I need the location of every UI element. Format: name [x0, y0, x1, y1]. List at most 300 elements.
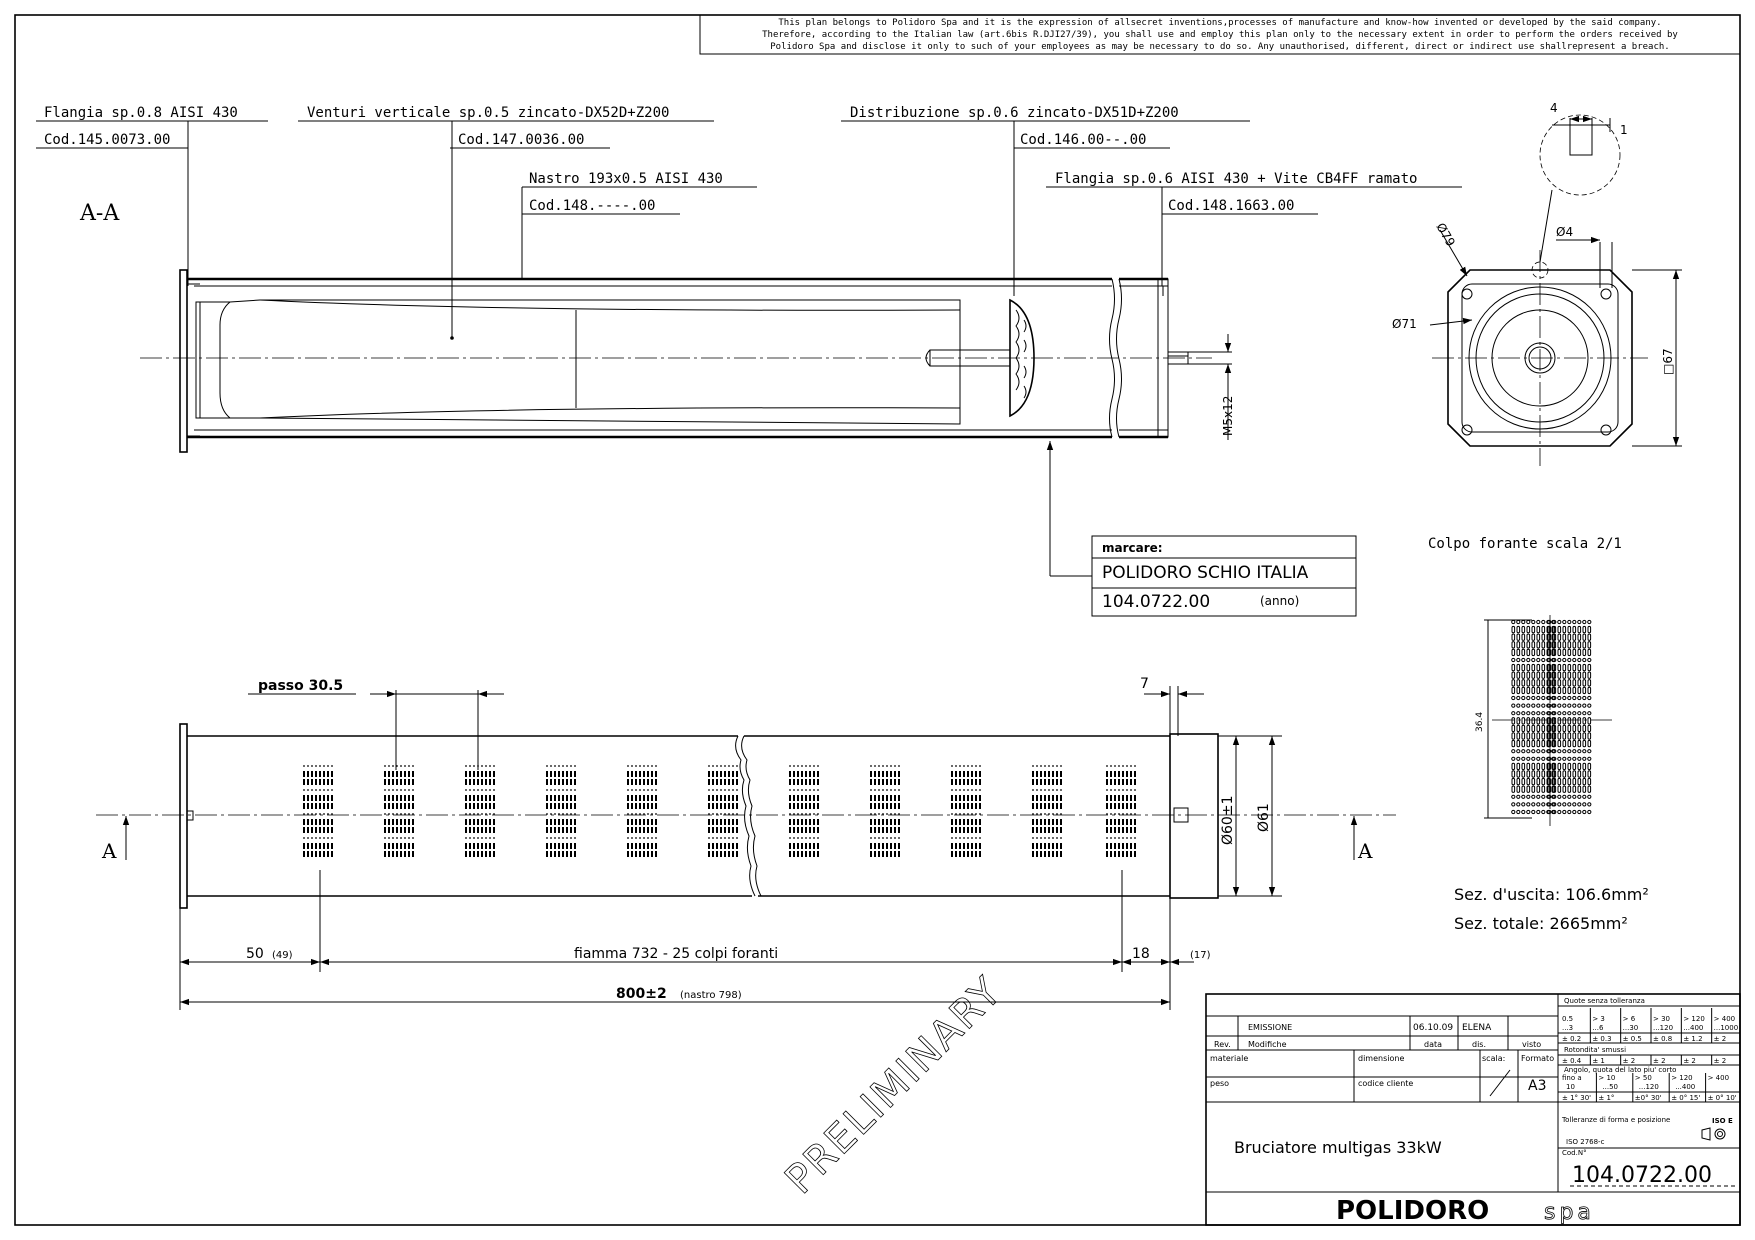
- tol-quote-range-bottom: ...6: [1592, 1024, 1604, 1032]
- perforation-slot: [1578, 718, 1581, 724]
- tb-description: Bruciatore multigas 33kW: [1234, 1138, 1442, 1157]
- tol-angolo-value: ± 1°: [1598, 1094, 1615, 1102]
- tol-quote-range-bottom: ...1000: [1713, 1024, 1739, 1032]
- perforation-hole: [1512, 704, 1515, 707]
- perforation-slot: [1517, 771, 1520, 777]
- perforation-slot: [1542, 718, 1545, 724]
- callout-distribuzione: Distribuzione sp.0.6 zincato-DX51D+Z200: [850, 105, 1179, 121]
- tol-angolo-range-top: > 50: [1634, 1074, 1652, 1082]
- perforation-hole: [1512, 810, 1515, 813]
- perforation-slot: [1522, 687, 1525, 693]
- perforation-slot: [1537, 763, 1540, 769]
- tol-rotondita-value: ± 1: [1592, 1057, 1605, 1065]
- perforation-slot: [1512, 718, 1515, 724]
- perforation-slot: [1522, 771, 1525, 777]
- perforation-hole: [1588, 757, 1591, 760]
- perforation-slot: [1578, 672, 1581, 678]
- perforation-slot: [1512, 740, 1515, 746]
- perforation-slot: [1563, 786, 1566, 792]
- tol-angolo-range-top: > 400: [1707, 1074, 1730, 1082]
- tolerance-table: [1558, 997, 1740, 1148]
- perforation-slot: [1527, 718, 1530, 724]
- perforation-hole: [1568, 810, 1571, 813]
- slot-group: [384, 765, 414, 857]
- callout-nastro-code: Cod.148.----.00: [529, 198, 656, 214]
- perforation-slot: [1522, 626, 1525, 632]
- dim-dia-4: Ø4: [1556, 225, 1574, 239]
- perforation-hole: [1542, 704, 1545, 707]
- perforation-slot: [1522, 778, 1525, 784]
- perforation-slot: [1542, 687, 1545, 693]
- perforation-slot: [1583, 680, 1586, 686]
- perforation-hole: [1588, 810, 1591, 813]
- perforation-hole: [1553, 658, 1556, 661]
- perforation-slot: [1532, 733, 1535, 739]
- perforation-hole: [1578, 696, 1581, 699]
- tol-quote-range-top: > 120: [1683, 1015, 1705, 1023]
- perforation-slot: [1568, 778, 1571, 784]
- tol-quote-value: ± 0.8: [1653, 1035, 1673, 1043]
- perforation-hole: [1558, 795, 1561, 798]
- perforation-slot: [1517, 763, 1520, 769]
- perforation-hole: [1532, 750, 1535, 753]
- dim-flamma: fiamma 732 - 25 colpi foranti: [574, 946, 779, 962]
- tol-quote-range-bottom: ...120: [1653, 1024, 1674, 1032]
- perforation-slot: [1542, 626, 1545, 632]
- tol-angolo-range-top: > 10: [1598, 1074, 1616, 1082]
- perforation-slot: [1537, 740, 1540, 746]
- perforation-slot: [1573, 733, 1576, 739]
- perforation-hole: [1532, 620, 1535, 623]
- perforation-slot: [1573, 664, 1576, 670]
- perforation-slot: [1512, 687, 1515, 693]
- perforation-hole: [1568, 803, 1571, 806]
- callout-venturi: Venturi verticale sp.0.5 zincato-DX52D+Z200: [307, 105, 670, 121]
- perforation-hole: [1522, 795, 1525, 798]
- perforation-hole: [1568, 757, 1571, 760]
- perforation-slot: [1522, 642, 1525, 648]
- perforation-hole: [1527, 803, 1530, 806]
- marking-heading: marcare:: [1102, 541, 1163, 555]
- perforation-slot: [1573, 718, 1576, 724]
- tol-angolo-range-bottom: 10: [1566, 1083, 1575, 1091]
- perforation-slot: [1588, 771, 1591, 777]
- perforation-hole: [1548, 620, 1551, 623]
- perforation-slot: [1537, 634, 1540, 640]
- perforation-slot: [1537, 725, 1540, 731]
- perforation-slot: [1568, 680, 1571, 686]
- perforation-hole: [1578, 810, 1581, 813]
- perforation-hole: [1578, 712, 1581, 715]
- perforation-slot: [1527, 626, 1530, 632]
- tol-angolo-title: Angolo, quota del lato piu' corto: [1564, 1066, 1677, 1074]
- perforation-slot: [1537, 664, 1540, 670]
- perforation-hole: [1532, 658, 1535, 661]
- perforation-slot: [1588, 718, 1591, 724]
- perforation-hole: [1542, 803, 1545, 806]
- perforation-hole: [1537, 704, 1540, 707]
- perforation-slot: [1573, 771, 1576, 777]
- perforation-hole: [1578, 658, 1581, 661]
- perforation-slot: [1517, 778, 1520, 784]
- perforation-slot: [1527, 687, 1530, 693]
- perforation-slot: [1583, 740, 1586, 746]
- perforation-slot: [1512, 786, 1515, 792]
- perforation-hole: [1517, 803, 1520, 806]
- perforation-slot: [1573, 626, 1576, 632]
- perforation-slot: [1527, 778, 1530, 784]
- perforation-slot: [1527, 642, 1530, 648]
- perforation-slot: [1578, 763, 1581, 769]
- perforation-hole: [1517, 658, 1520, 661]
- tb-cod-label: Cod.N°: [1562, 1149, 1587, 1157]
- perforation-slot: [1537, 672, 1540, 678]
- perforation-slot: [1542, 763, 1545, 769]
- perforation-hole: [1517, 750, 1520, 753]
- tol-forma-title: Tolleranze di forma e posizione: [1562, 1116, 1671, 1124]
- perforation-slot: [1537, 626, 1540, 632]
- dim-dia-60: Ø60±1: [1220, 795, 1236, 845]
- perforation-slot: [1583, 718, 1586, 724]
- perforation-slot: [1588, 687, 1591, 693]
- dim-7: 7: [1140, 676, 1149, 692]
- perforation-slot: [1532, 664, 1535, 670]
- perforation-slot: [1568, 740, 1571, 746]
- perforation-slot: [1563, 778, 1566, 784]
- tol-quote-range-top: > 30: [1653, 1015, 1670, 1023]
- perforation-hole: [1583, 620, 1586, 623]
- perforation-slot: [1517, 786, 1520, 792]
- perforation-hole: [1532, 696, 1535, 699]
- tb-materiale: materiale: [1210, 1054, 1249, 1063]
- tb-company: POLIDORO: [1336, 1196, 1490, 1226]
- perforation-slot: [1527, 763, 1530, 769]
- perforation-slot: [1588, 626, 1591, 632]
- perforation-slot: [1573, 672, 1576, 678]
- perforation-hole: [1558, 803, 1561, 806]
- perforation-slot: [1583, 626, 1586, 632]
- perforation-hole: [1573, 803, 1576, 806]
- marking-line-1: POLIDORO SCHIO ITALIA: [1102, 563, 1309, 583]
- perforation-hole: [1537, 696, 1540, 699]
- tb-codice-cliente: codice cliente: [1358, 1079, 1414, 1088]
- perforation-hole: [1563, 757, 1566, 760]
- perforation-hole: [1532, 757, 1535, 760]
- perforation-hole: [1558, 750, 1561, 753]
- notice-line-2: Therefore, according to the Italian law (art.6bis R.DJI27/39), you shall use and employ this plan only to the necessary extent in order to perform the orders received by: [762, 30, 1678, 40]
- perforation-slot: [1573, 763, 1576, 769]
- tb-modifiche: Modifiche: [1248, 1040, 1287, 1049]
- perforation-slot: [1568, 786, 1571, 792]
- perforation-hole: [1548, 810, 1551, 813]
- perforation-slot: [1512, 649, 1515, 655]
- perforation-hole: [1588, 750, 1591, 753]
- perforation-hole: [1558, 658, 1561, 661]
- perforation-slot: [1588, 786, 1591, 792]
- perforation-slot: [1512, 680, 1515, 686]
- dim-1: 1: [1620, 123, 1628, 137]
- perforation-hole: [1548, 795, 1551, 798]
- perforation-hole: [1588, 620, 1591, 623]
- tol-angolo-value: ± 1° 30': [1562, 1094, 1592, 1102]
- perforation-hole: [1568, 712, 1571, 715]
- perforation-slot: [1537, 771, 1540, 777]
- perforation-slot: [1568, 687, 1571, 693]
- tol-quote-range-bottom: ...30: [1622, 1024, 1639, 1032]
- perforation-hole: [1517, 620, 1520, 623]
- dim-4-top: 4: [1550, 101, 1558, 115]
- perforation-slot: [1563, 649, 1566, 655]
- slot-group: [951, 765, 981, 857]
- perforation-hole: [1517, 810, 1520, 813]
- perforation-slot: [1578, 771, 1581, 777]
- tb-dimensione: dimensione: [1358, 1054, 1405, 1063]
- tb-dis: dis.: [1472, 1040, 1487, 1049]
- perforation-slot: [1517, 718, 1520, 724]
- perforation-slot: [1522, 718, 1525, 724]
- dim-18-note: (17): [1190, 950, 1211, 961]
- perforation-hole: [1548, 750, 1551, 753]
- perforation-hole: [1532, 712, 1535, 715]
- perforation-hole: [1563, 750, 1566, 753]
- perforation-slot: [1573, 786, 1576, 792]
- perforation-hole: [1583, 803, 1586, 806]
- perforation-hole: [1573, 620, 1576, 623]
- perforation-hole: [1588, 696, 1591, 699]
- perforation-slot: [1522, 740, 1525, 746]
- perforation-hole: [1568, 658, 1571, 661]
- preliminary-watermark: PRELIMINARY: [776, 967, 1012, 1204]
- perforation-hole: [1537, 795, 1540, 798]
- perforation-slot: [1537, 680, 1540, 686]
- perforation-slot: [1588, 664, 1591, 670]
- perforation-slot: [1558, 687, 1561, 693]
- callout-venturi-code: Cod.147.0036.00: [458, 132, 585, 148]
- perforation-slot: [1563, 642, 1566, 648]
- perforation-slot: [1532, 771, 1535, 777]
- perforation-hole: [1532, 810, 1535, 813]
- perforation-slot: [1542, 725, 1545, 731]
- perforation-slot: [1517, 672, 1520, 678]
- perforation-hole: [1563, 658, 1566, 661]
- tb-author: ELENA: [1462, 1023, 1492, 1033]
- perforation-hole: [1578, 757, 1581, 760]
- perforation-slot: [1517, 740, 1520, 746]
- perforation-hole: [1537, 712, 1540, 715]
- end-view: [1392, 101, 1682, 466]
- slot-group: [1032, 765, 1062, 857]
- perforation-slot: [1527, 725, 1530, 731]
- section-totale: Sez. totale: 2665mm²: [1454, 914, 1628, 933]
- perforation-hole: [1517, 704, 1520, 707]
- perforation-hole: [1537, 658, 1540, 661]
- perforation-slot: [1588, 725, 1591, 731]
- perforation-slot: [1568, 626, 1571, 632]
- perforation-slot: [1532, 649, 1535, 655]
- perforation-slot: [1517, 649, 1520, 655]
- tb-data: data: [1424, 1040, 1443, 1049]
- perforation-hole: [1553, 757, 1556, 760]
- perforation-slot: [1578, 680, 1581, 686]
- perforation-hole: [1583, 795, 1586, 798]
- marking-line-2-note: (anno): [1260, 594, 1300, 608]
- perforation-slot: [1573, 725, 1576, 731]
- perforation-slot: [1517, 680, 1520, 686]
- perforation-hole: [1583, 810, 1586, 813]
- perforation-hole: [1527, 712, 1530, 715]
- perforation-slot: [1527, 740, 1530, 746]
- tb-rev: Rev.: [1214, 1040, 1231, 1049]
- perforation-slot: [1558, 786, 1561, 792]
- perforation-slot: [1558, 778, 1561, 784]
- tol-iso: ISO 2768-c: [1566, 1138, 1605, 1146]
- tb-visto: visto: [1522, 1040, 1542, 1049]
- perforation-slot: [1573, 642, 1576, 648]
- perforation-slot: [1578, 778, 1581, 784]
- perforation-slot: [1527, 672, 1530, 678]
- perforation-hole: [1522, 712, 1525, 715]
- perforation-slot: [1558, 733, 1561, 739]
- perforation-hole: [1553, 810, 1556, 813]
- perforation-hole: [1588, 658, 1591, 661]
- perforation-hole: [1542, 757, 1545, 760]
- perforation-hole: [1578, 795, 1581, 798]
- tol-rotondita-value: ± 2: [1653, 1057, 1666, 1065]
- marking-line-2: 104.0722.00: [1102, 592, 1211, 612]
- perforation-slot: [1532, 786, 1535, 792]
- perforation-hole: [1542, 712, 1545, 715]
- perforation-hole: [1522, 803, 1525, 806]
- perforation-slot: [1563, 763, 1566, 769]
- perforation-hole: [1548, 712, 1551, 715]
- perforation-hole: [1537, 810, 1540, 813]
- perforation-hole: [1527, 757, 1530, 760]
- perforation-slot: [1522, 786, 1525, 792]
- perforation-hole: [1548, 704, 1551, 707]
- perforation-slot: [1542, 771, 1545, 777]
- perforation-slot: [1583, 771, 1586, 777]
- perforation-slot: [1537, 649, 1540, 655]
- perforation-slot: [1578, 626, 1581, 632]
- perforation-slot: [1527, 634, 1530, 640]
- perforation-hole: [1578, 704, 1581, 707]
- slot-group: [303, 765, 333, 857]
- perforation-hole: [1563, 696, 1566, 699]
- perforation-hole: [1527, 810, 1530, 813]
- perforation-hole: [1527, 658, 1530, 661]
- perforation-hole: [1532, 704, 1535, 707]
- perforation-hole: [1548, 658, 1551, 661]
- perforation-hole: [1512, 750, 1515, 753]
- dim-800: 800±2: [616, 986, 667, 1002]
- tol-angolo-range-bottom: ...400: [1675, 1083, 1696, 1091]
- perforation-slot: [1527, 733, 1530, 739]
- slot-group: [708, 765, 738, 857]
- perforation-slot: [1517, 687, 1520, 693]
- tol-rotondita-value: ± 2: [1713, 1057, 1727, 1065]
- perforation-hole: [1522, 757, 1525, 760]
- perforation-slot: [1583, 672, 1586, 678]
- perforation-hole: [1588, 704, 1591, 707]
- perforation-slot: [1563, 771, 1566, 777]
- perforation-hole: [1553, 620, 1556, 623]
- perforation-hole: [1568, 704, 1571, 707]
- perforation-slot: [1578, 649, 1581, 655]
- perforation-slot: [1568, 771, 1571, 777]
- perforation-slot: [1588, 634, 1591, 640]
- perforation-slot: [1512, 672, 1515, 678]
- perforation-slot: [1537, 642, 1540, 648]
- perforation-hole: [1517, 757, 1520, 760]
- perforation-hole: [1558, 757, 1561, 760]
- perforation-slot: [1517, 725, 1520, 731]
- tol-iso-e: ISO E: [1712, 1117, 1733, 1125]
- perforation-slot: [1558, 664, 1561, 670]
- perforation-hole: [1573, 795, 1576, 798]
- tol-quote-value: ± 0.2: [1562, 1035, 1582, 1043]
- perforation-hole: [1588, 803, 1591, 806]
- perforation-slot: [1583, 725, 1586, 731]
- perforation-slot: [1517, 733, 1520, 739]
- perforation-hole: [1527, 620, 1530, 623]
- perforation-slot: [1527, 680, 1530, 686]
- callouts: [36, 105, 1462, 340]
- perforation-hole: [1573, 712, 1576, 715]
- callout-flangia-1-code: Cod.145.0073.00: [44, 132, 171, 148]
- perforation-slot: [1578, 733, 1581, 739]
- perforation-slot: [1568, 718, 1571, 724]
- perforation-hole: [1588, 712, 1591, 715]
- tol-angolo-range-top: fino a: [1562, 1074, 1582, 1082]
- perforation-slot: [1558, 763, 1561, 769]
- perforation-slot: [1542, 672, 1545, 678]
- perforation-slot: [1558, 680, 1561, 686]
- perforation-hole: [1537, 750, 1540, 753]
- perforation-hole: [1583, 658, 1586, 661]
- tol-angolo-value: ±0° 30': [1634, 1094, 1662, 1102]
- callout-flangia-1: Flangia sp.0.8 AISI 430: [44, 105, 238, 121]
- perforation-slot: [1578, 687, 1581, 693]
- tb-formato: Formato: [1521, 1054, 1555, 1063]
- perforation-hole: [1573, 696, 1576, 699]
- perforation-slot: [1512, 664, 1515, 670]
- perforation-hole: [1542, 620, 1545, 623]
- perforation-slot: [1512, 771, 1515, 777]
- perforation-hole: [1573, 750, 1576, 753]
- perforation-slot: [1578, 725, 1581, 731]
- perforation-slot: [1568, 725, 1571, 731]
- perforation-hole: [1553, 712, 1556, 715]
- perforation-hole: [1578, 803, 1581, 806]
- perforation-hole: [1542, 696, 1545, 699]
- perforation-hole: [1512, 712, 1515, 715]
- perforation-slot: [1563, 733, 1566, 739]
- dim-hole-height: 36.4: [1475, 711, 1485, 732]
- perforation-hole: [1558, 620, 1561, 623]
- tb-date: 06.10.09: [1413, 1023, 1454, 1033]
- dim-dia-79: Ø79: [1433, 220, 1458, 249]
- perforation-hole: [1527, 696, 1530, 699]
- perforation-slot: [1532, 634, 1535, 640]
- callout-distribuzione-code: Cod.146.00--.00: [1020, 132, 1147, 148]
- perforation-slot: [1568, 672, 1571, 678]
- perforation-slot: [1573, 634, 1576, 640]
- perforation-hole: [1542, 750, 1545, 753]
- thread-dimension: M5x12: [1221, 395, 1235, 436]
- perforation-slot: [1563, 687, 1566, 693]
- dim-dia-71: Ø71: [1392, 317, 1417, 331]
- perforation-hole: [1517, 696, 1520, 699]
